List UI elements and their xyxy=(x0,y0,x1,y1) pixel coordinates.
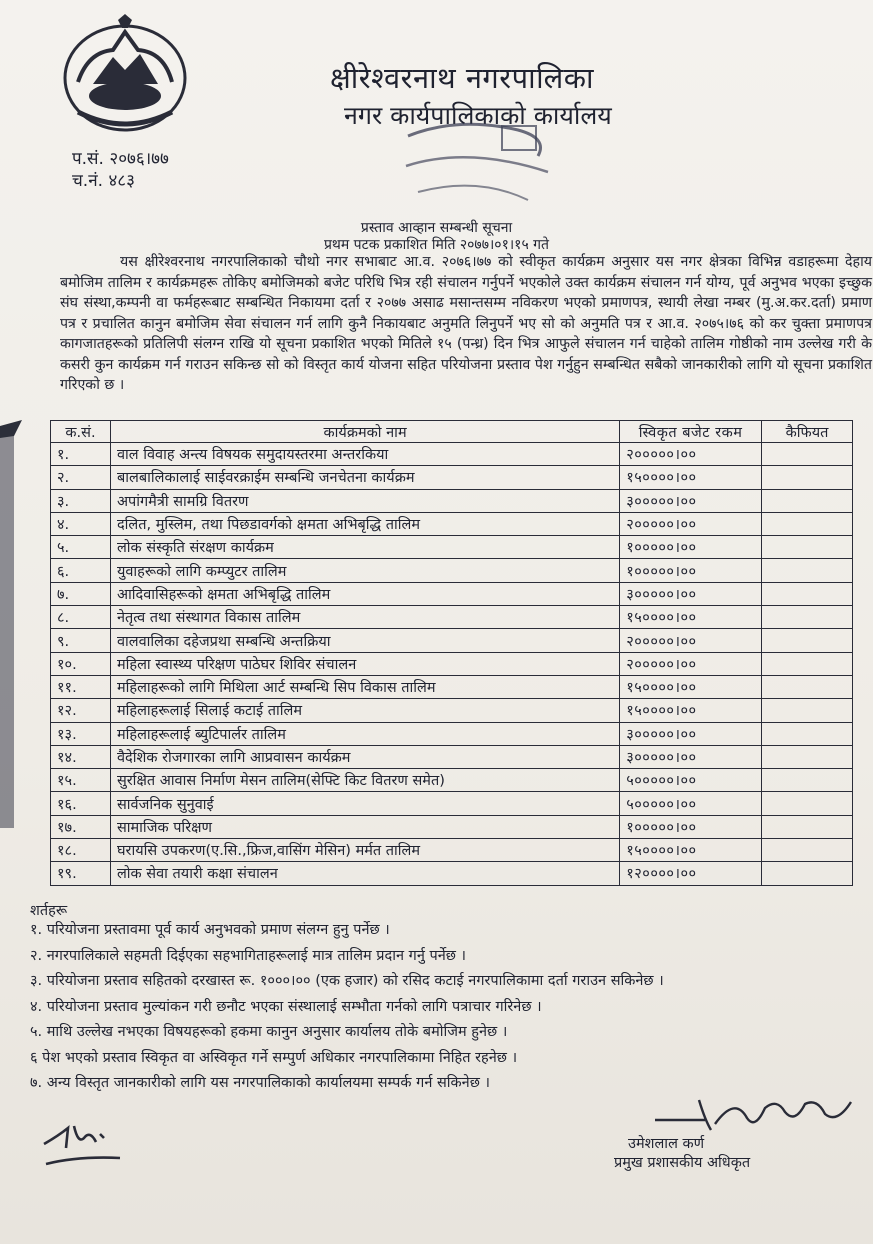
notice-title: प्रस्ताव आव्हान सम्बन्धी सूचना xyxy=(360,220,513,236)
table-row xyxy=(51,769,853,792)
conditions-heading: शर्तहरू xyxy=(30,903,68,919)
row-remarks xyxy=(762,769,853,792)
ref-number: च.नं. ४८३ xyxy=(72,171,135,191)
row-budget: ५०००००।०० xyxy=(620,769,762,792)
office-name: नगर कार्यपालिकाको कार्यालय xyxy=(344,101,612,130)
handwritten-signature-left xyxy=(38,1108,126,1172)
row-programme-name: आदिवासिहरूको क्षमता अभिबृद्धि तालिम xyxy=(110,582,619,605)
row-remarks xyxy=(762,582,853,605)
row-remarks xyxy=(762,466,853,489)
row-remarks xyxy=(762,512,853,535)
row-sn: ५. xyxy=(51,536,111,559)
col-header-name: कार्यक्रमको नाम xyxy=(110,421,619,443)
table-row xyxy=(51,839,853,862)
row-remarks xyxy=(762,815,853,838)
row-remarks xyxy=(762,443,853,466)
row-remarks xyxy=(762,792,853,815)
table-row xyxy=(51,815,853,838)
table-row xyxy=(51,745,853,768)
row-budget: ५०००००।०० xyxy=(620,792,762,815)
row-sn: २. xyxy=(51,466,111,489)
table-row xyxy=(51,489,853,512)
notice-subtitle: प्रथम पटक प्रकाशित मिति २०७७।०१।१५ गते xyxy=(323,237,550,253)
row-budget: १२००००।०० xyxy=(620,862,762,885)
row-budget: १५००००।०० xyxy=(620,699,762,722)
scan-edge-mark xyxy=(0,418,22,838)
row-budget: १५००००।०० xyxy=(620,839,762,862)
row-programme-name: महिलाहरूको लागि मिथिला आर्ट सम्बन्धि सिप विकास तालिम xyxy=(110,675,619,698)
row-sn: ११. xyxy=(51,675,111,698)
programme-table xyxy=(50,420,853,886)
notice-body xyxy=(60,252,872,396)
table-row xyxy=(51,862,853,885)
reference-block xyxy=(72,148,169,192)
row-sn: ९. xyxy=(51,629,111,652)
row-programme-name: युवाहरूको लागि कम्प्युटर तालिम xyxy=(110,559,619,582)
table-row xyxy=(51,675,853,698)
row-budget: २०००००।०० xyxy=(620,443,762,466)
row-programme-name: अपांगमैत्री सामग्रि वितरण xyxy=(110,489,619,512)
table-row xyxy=(51,536,853,559)
table-row xyxy=(51,443,853,466)
row-programme-name: महिलाहरूलाई ब्युटिपार्लर तालिम xyxy=(110,722,619,745)
col-header-sn: क.सं. xyxy=(51,421,111,443)
row-budget: ३०००००।०० xyxy=(620,582,762,605)
row-remarks xyxy=(762,559,853,582)
row-budget: ३०००००।०० xyxy=(620,745,762,768)
row-programme-name: नेतृत्व तथा संस्थागत विकास तालिम xyxy=(110,606,619,629)
table-row xyxy=(51,652,853,675)
row-programme-name: सार्वजनिक सुनुवाई xyxy=(110,792,619,815)
row-budget: २०००००।०० xyxy=(620,512,762,535)
row-sn: १९. xyxy=(51,862,111,885)
row-sn: १. xyxy=(51,443,111,466)
handwritten-signature-right xyxy=(655,1090,865,1136)
row-budget: २०००००।०० xyxy=(620,652,762,675)
row-sn: १३. xyxy=(51,722,111,745)
officer-name: उमेशलाल कर्ण xyxy=(628,1136,705,1152)
row-programme-name: बालबालिकालाई साईवरक्राईम सम्बन्धि जनचेतना कार्यक्रम xyxy=(110,466,619,489)
row-remarks xyxy=(762,489,853,512)
row-programme-name: लोक संस्कृति संरक्षण कार्यक्रम xyxy=(110,536,619,559)
table-row xyxy=(51,699,853,722)
row-budget: १५००००।०० xyxy=(620,675,762,698)
row-programme-name: महिलाहरूलाई सिलाई कटाई तालिम xyxy=(110,699,619,722)
row-remarks xyxy=(762,536,853,559)
row-programme-name: महिला स्वास्थ्य परिक्षण पाठेघर शिविर संचालन xyxy=(110,652,619,675)
row-programme-name: सामाजिक परिक्षण xyxy=(110,815,619,838)
officer-title: प्रमुख प्रशासकीय अधिकृत xyxy=(614,1155,751,1171)
row-remarks xyxy=(762,629,853,652)
row-budget: १०००००।०० xyxy=(620,559,762,582)
table-row xyxy=(51,559,853,582)
row-programme-name: सुरक्षित आवास निर्माण मेसन तालिम(सेफ्टि किट वितरण समेत) xyxy=(110,769,619,792)
row-programme-name: घरायसि उपकरण(ए.सि.,फ्रिज,वासिंग मेसिन) मर्मत तालिम xyxy=(110,839,619,862)
row-sn: ४. xyxy=(51,512,111,535)
ref-fiscal-year: प.सं. २०७६।७७ xyxy=(72,149,169,169)
row-sn: १२. xyxy=(51,699,111,722)
row-sn: १८. xyxy=(51,839,111,862)
condition-item: ७. अन्य विस्तृत जानकारीको लागि यस नगरपालिकाको कार्यालयमा सम्पर्क गर्न सकिनेछ । xyxy=(30,1075,490,1091)
row-budget: १५००००।०० xyxy=(620,606,762,629)
condition-item: २. नगरपालिकाले सहमती दिईएका सहभागिताहरूलाई मात्र तालिम प्रदान गर्नु पर्नेछ । xyxy=(30,947,467,964)
row-sn: ३. xyxy=(51,489,111,512)
condition-item: ३. परियोजना प्रस्ताव सहितको दरखास्त रू. १०००।०० (एक हजार) को रसिद कटाई नगरपालिकामा दर्ता गराउन सकिनेछ । xyxy=(30,973,664,989)
table-row xyxy=(51,466,853,489)
table-header-row xyxy=(51,421,853,443)
condition-item: १. परियोजना प्रस्तावमा पूर्व कार्य अनुभवको प्रमाण संलग्न हुनु पर्नेछ । xyxy=(30,922,390,938)
condition-item: ६ पेश भएको प्रस्ताव स्विकृत वा अस्विकृत गर्ने सम्पुर्ण अधिकार नगरपालिकामा निहित रहनेछ । xyxy=(30,1049,518,1066)
row-sn: १५. xyxy=(51,769,111,792)
row-remarks xyxy=(762,745,853,768)
row-remarks xyxy=(762,699,853,722)
table-row xyxy=(51,722,853,745)
condition-item: ४. परियोजना प्रस्ताव मुल्यांकन गरी छनौट भएका संस्थालाई सम्भौता गर्नको लागि पत्राचार गरिनेछ । xyxy=(30,998,542,1015)
row-sn: ७. xyxy=(51,582,111,605)
col-header-budget: स्विकृत बजेट रकम xyxy=(620,421,762,443)
row-remarks xyxy=(762,839,853,862)
table-row xyxy=(51,582,853,605)
row-sn: ८. xyxy=(51,606,111,629)
office-stamp-icon xyxy=(398,116,558,210)
row-budget: १०००००।०० xyxy=(620,815,762,838)
nepal-emblem-icon xyxy=(58,12,192,136)
row-remarks xyxy=(762,862,853,885)
row-budget: ३०००००।०० xyxy=(620,722,762,745)
table-row xyxy=(51,606,853,629)
row-sn: १०. xyxy=(51,652,111,675)
row-budget: ३०००००।०० xyxy=(620,489,762,512)
row-budget: २०००००।०० xyxy=(620,629,762,652)
row-sn: ६. xyxy=(51,559,111,582)
row-programme-name: लोक सेवा तयारी कक्षा संचालन xyxy=(110,862,619,885)
col-header-remarks: कैफियत xyxy=(762,421,853,443)
row-budget: १५००००।०० xyxy=(620,466,762,489)
row-programme-name: वालवालिका दहेजप्रथा सम्बन्धि अन्तक्रिया xyxy=(110,629,619,652)
row-remarks xyxy=(762,606,853,629)
row-sn: १७. xyxy=(51,815,111,838)
row-programme-name: वैदेशिक रोजगारका लागि आप्रवासन कार्यक्रम xyxy=(110,745,619,768)
row-remarks xyxy=(762,652,853,675)
row-remarks xyxy=(762,722,853,745)
row-sn: १६. xyxy=(51,792,111,815)
row-programme-name: दलित, मुस्लिम, तथा पिछडावर्गको क्षमता अभिबृद्धि तालिम xyxy=(110,512,619,535)
condition-item: ५. माथि उल्लेख नभएका विषयहरूको हकमा कानुन अनुसार कार्यालय तोके बमोजिम हुनेछ । xyxy=(30,1024,508,1040)
row-remarks xyxy=(762,675,853,698)
table-row xyxy=(51,792,853,815)
row-sn: १४. xyxy=(51,745,111,768)
row-programme-name: वाल विवाह अन्त्य विषयक समुदायस्तरमा अन्तरकिया xyxy=(110,443,619,466)
conditions-list xyxy=(30,918,664,1097)
row-budget: १०००००।०० xyxy=(620,536,762,559)
notice-body-text: यस क्षीरेश्वरनाथ नगरपालिकाको चौथो नगर सभाबाट आ.व. २०७६।७७ को स्वीकृत कार्यक्रम अनुसार यस नगर क्षेत्रका विभिन्न वडाहरूमा देहाय बमोजिम तालिम र कार्यक्रमहरू तोकिए बमोजिमको बजेट परिधि भित्र रही संचालन गर्नुपर्ने भएकोले उक्त कार्यक्रम संचालन गर्न योग्य, पूर्व अनुभव भएका इच्छुक संघ संस्था,कम्पनी वा फर्महरूबाट सम्बन्धित निकायमा दर्ता र २०७७ असाढ मसान्तसम्म नविकरण भएको प्रमाणपत्र, स्थायी लेखा नम्बर (मु.अ.कर.दर्ता) प्रमाण पत्र र प्रचालित कानुन बमोजिम सेवा संचालन गर्न लागि कुनै निकायबाट अनुमति लिनुपर्ने भए सो को अनुमति पत्र र आ.व. २०७५।७६ को कर चुक्ता प्रमाणपत्र कागजातहरूको प्रतिलिपी संलग्न राखि यो सूचना प्रकाशित भएको मितिले १५ (पन्ध्र) दिन भित्र आफुले संचालन गर्न चाहेको तालिम गोष्ठीको नाम उल्लेख गरी के कसरी कुन कार्यक्रम गर्न गराउन सकिन्छ सो को विस्तृत कार्य योजना सहित परियोजना प्रस्ताव पेश गर्नुहुन सम्बन्धित सबैको जानकारीको लागि यो सूचना प्रकाशित गरिएको छ । xyxy=(60,254,872,393)
table-row xyxy=(51,512,853,535)
table-body xyxy=(51,443,853,886)
table-row xyxy=(51,629,853,652)
municipality-name: क्षीरेश्वरनाथ नगरपालिका xyxy=(330,61,595,95)
